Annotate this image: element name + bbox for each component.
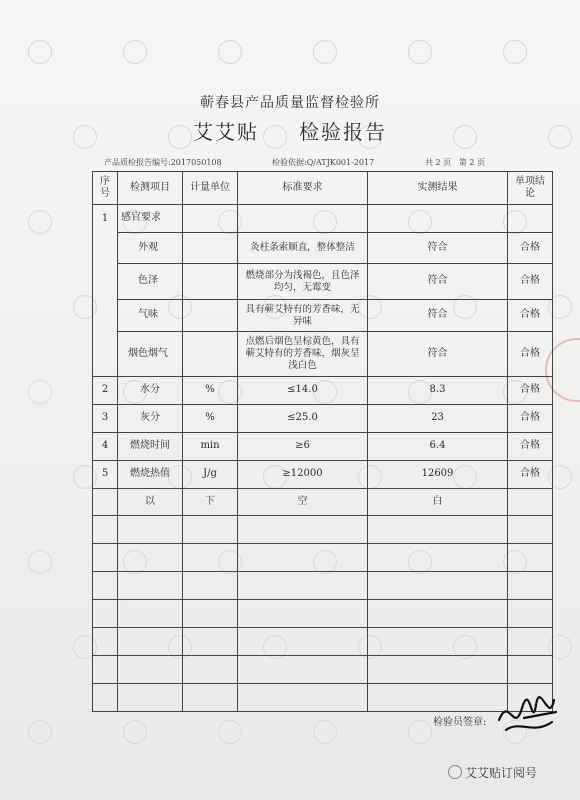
empty-cell bbox=[368, 205, 508, 233]
empty-cell bbox=[93, 628, 118, 656]
empty-cell bbox=[508, 572, 553, 600]
row-verdict: 合格 bbox=[508, 461, 553, 489]
empty-cell bbox=[93, 572, 118, 600]
watermark-seal bbox=[28, 720, 52, 744]
inspection-table bbox=[92, 171, 553, 712]
inspection-basis-label: 检验依据: bbox=[272, 158, 307, 167]
col-header-no: 序号 bbox=[93, 172, 118, 205]
row-no: 3 bbox=[93, 405, 118, 433]
empty-cell bbox=[368, 572, 508, 600]
empty-table-row bbox=[93, 516, 553, 544]
row-result: 6.4 bbox=[368, 433, 508, 461]
empty-cell bbox=[508, 516, 553, 544]
report-title bbox=[0, 116, 580, 145]
row-verdict: 合格 bbox=[508, 332, 553, 377]
row-verdict: 合格 bbox=[508, 405, 553, 433]
empty-cell bbox=[118, 544, 183, 572]
empty-cell bbox=[118, 684, 183, 712]
empty-cell bbox=[508, 489, 553, 516]
empty-cell bbox=[368, 628, 508, 656]
report-label: 检验报告 bbox=[299, 120, 387, 144]
table-row bbox=[93, 433, 553, 461]
col-header-verdict: 单项结论 bbox=[508, 172, 553, 205]
empty-cell bbox=[238, 544, 368, 572]
blank-marker: 白 bbox=[368, 489, 508, 516]
blank-marker-row bbox=[93, 489, 553, 516]
empty-table-row bbox=[93, 572, 553, 600]
empty-cell bbox=[183, 205, 238, 233]
col-header-requirement: 标准要求 bbox=[238, 172, 368, 205]
row-requirement: ≤25.0 bbox=[238, 405, 368, 433]
col-header-unit: 计量单位 bbox=[183, 172, 238, 205]
row-item: 气味 bbox=[118, 300, 183, 332]
empty-cell bbox=[183, 544, 238, 572]
watermark-seal bbox=[28, 40, 52, 64]
row-requirement: ≥6 bbox=[238, 433, 368, 461]
row-no: 1 bbox=[93, 205, 118, 377]
row-item: 燃烧热值 bbox=[118, 461, 183, 489]
empty-cell bbox=[368, 656, 508, 684]
empty-cell bbox=[93, 600, 118, 628]
row-unit: % bbox=[183, 405, 238, 433]
row-item: 灰分 bbox=[118, 405, 183, 433]
handwritten-signature bbox=[494, 690, 564, 740]
empty-cell bbox=[238, 656, 368, 684]
empty-cell bbox=[183, 656, 238, 684]
row-item: 燃烧时间 bbox=[118, 433, 183, 461]
empty-cell bbox=[118, 600, 183, 628]
empty-table-row bbox=[93, 656, 553, 684]
row-verdict: 合格 bbox=[508, 377, 553, 405]
empty-cell bbox=[93, 684, 118, 712]
table-row bbox=[93, 332, 553, 377]
row-no: 4 bbox=[93, 433, 118, 461]
watermark-seal bbox=[28, 550, 52, 574]
empty-cell bbox=[238, 684, 368, 712]
empty-cell bbox=[238, 572, 368, 600]
row-result: 12609 bbox=[368, 461, 508, 489]
table-row bbox=[93, 205, 553, 233]
row-unit: J/g bbox=[183, 461, 238, 489]
row-unit bbox=[183, 300, 238, 332]
empty-cell bbox=[118, 628, 183, 656]
empty-cell bbox=[368, 600, 508, 628]
watermark-seal bbox=[408, 720, 432, 744]
empty-table-row bbox=[93, 544, 553, 572]
watermark-seal bbox=[218, 720, 242, 744]
row-result: 符合 bbox=[368, 332, 508, 377]
empty-cell bbox=[238, 205, 368, 233]
row-item: 烟色烟气 bbox=[118, 332, 183, 377]
report-number-label: 产品质检报告编号: bbox=[104, 158, 171, 167]
inspection-basis bbox=[272, 157, 374, 168]
row-no: 5 bbox=[93, 461, 118, 489]
report-number-value: 2017050108 bbox=[170, 158, 222, 167]
row-item: 色泽 bbox=[118, 264, 183, 300]
row-item: 外观 bbox=[118, 233, 183, 264]
empty-cell bbox=[183, 628, 238, 656]
empty-cell bbox=[93, 516, 118, 544]
empty-cell bbox=[508, 600, 553, 628]
table-row bbox=[93, 377, 553, 405]
table-row bbox=[93, 233, 553, 264]
row-result: 符合 bbox=[368, 264, 508, 300]
watermark-seal bbox=[28, 210, 52, 234]
row-unit bbox=[183, 264, 238, 300]
row-requirement: 燃烧部分为浅褐色，且色泽均匀，无霉变 bbox=[238, 264, 368, 300]
institute-name: 蕲春县产品质量监督检验所 bbox=[200, 95, 380, 111]
watermark-seal bbox=[123, 720, 147, 744]
row-requirement: 灸柱条索顺直，整体整洁 bbox=[238, 233, 368, 264]
empty-cell bbox=[238, 628, 368, 656]
page-info bbox=[425, 157, 485, 168]
col-header-item: 检测项目 bbox=[118, 172, 183, 205]
empty-table-row bbox=[93, 684, 553, 712]
watermark-seal bbox=[313, 40, 337, 64]
row-unit bbox=[183, 233, 238, 264]
row-result: 符合 bbox=[368, 300, 508, 332]
report-number bbox=[104, 157, 222, 168]
empty-cell bbox=[183, 572, 238, 600]
col-header-result: 实测结果 bbox=[368, 172, 508, 205]
row-unit: % bbox=[183, 377, 238, 405]
page-number: 第 2 页 bbox=[458, 158, 486, 167]
wechat-brand bbox=[448, 764, 537, 781]
empty-table-row bbox=[93, 628, 553, 656]
watermark-seal bbox=[408, 40, 432, 64]
empty-cell bbox=[368, 684, 508, 712]
brand-label: 艾艾贴订阅号 bbox=[465, 766, 538, 780]
empty-cell bbox=[508, 656, 553, 684]
row-requirement: ≥12000 bbox=[238, 461, 368, 489]
row-item: 水分 bbox=[118, 377, 183, 405]
table-row bbox=[93, 264, 553, 300]
row-verdict: 合格 bbox=[508, 433, 553, 461]
row-requirement: 具有蕲艾特有的芳香味，无异味 bbox=[238, 300, 368, 332]
row-item: 感官要求 bbox=[118, 205, 183, 233]
empty-cell bbox=[118, 656, 183, 684]
table-row bbox=[93, 300, 553, 332]
empty-cell bbox=[508, 628, 553, 656]
empty-cell bbox=[238, 516, 368, 544]
product-name: 艾艾贴 bbox=[193, 120, 259, 144]
row-requirement: 点燃后烟色呈棕黄色，具有蕲艾特有的芳香味，烟灰呈浅白色 bbox=[238, 332, 368, 377]
table-header-row bbox=[93, 172, 553, 205]
inspector-signature-label: 检验员签章: bbox=[433, 717, 487, 728]
empty-cell bbox=[368, 516, 508, 544]
empty-table-row bbox=[93, 600, 553, 628]
total-pages: 共 2 页 bbox=[425, 158, 452, 167]
blank-marker: 空 bbox=[238, 489, 368, 516]
table-row bbox=[93, 461, 553, 489]
blank-marker: 以 bbox=[118, 489, 183, 516]
watermark-seal bbox=[503, 40, 527, 64]
row-verdict: 合格 bbox=[508, 264, 553, 300]
row-result: 8.3 bbox=[368, 377, 508, 405]
empty-cell bbox=[118, 516, 183, 544]
empty-cell bbox=[508, 544, 553, 572]
row-unit: min bbox=[183, 433, 238, 461]
row-verdict: 合格 bbox=[508, 233, 553, 264]
watermark-seal bbox=[218, 40, 242, 64]
inspection-basis-value: Q/ATJK001-2017 bbox=[306, 158, 375, 167]
row-unit bbox=[183, 332, 238, 377]
empty-cell bbox=[183, 516, 238, 544]
row-verdict: 合格 bbox=[508, 300, 553, 332]
empty-rows bbox=[93, 516, 553, 712]
blank-marker: 下 bbox=[183, 489, 238, 516]
row-requirement: ≤14.0 bbox=[238, 377, 368, 405]
empty-cell bbox=[118, 572, 183, 600]
table-row bbox=[93, 405, 553, 433]
watermark-seal bbox=[123, 40, 147, 64]
row-no: 2 bbox=[93, 377, 118, 405]
empty-cell bbox=[368, 544, 508, 572]
watermark-seal bbox=[28, 380, 52, 404]
empty-cell bbox=[183, 684, 238, 712]
watermark-seal bbox=[313, 720, 337, 744]
empty-cell bbox=[93, 544, 118, 572]
empty-cell bbox=[508, 205, 553, 233]
row-result: 23 bbox=[368, 405, 508, 433]
row-result: 符合 bbox=[368, 233, 508, 264]
wechat-logo-icon bbox=[448, 765, 462, 779]
empty-cell bbox=[93, 656, 118, 684]
empty-cell bbox=[93, 489, 118, 516]
empty-cell bbox=[238, 600, 368, 628]
empty-cell bbox=[183, 600, 238, 628]
